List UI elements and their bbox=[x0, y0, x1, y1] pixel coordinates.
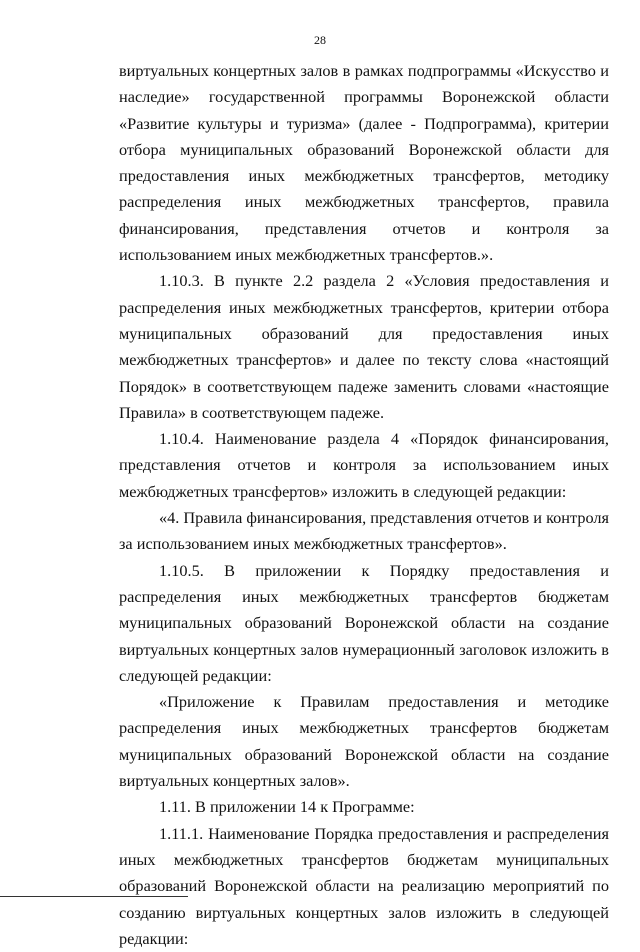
footnote-divider bbox=[0, 896, 188, 897]
document-body bbox=[119, 58, 609, 952]
page-number: 28 bbox=[314, 33, 326, 47]
paragraph-1-11-1: 1.11.1. Наименование Порядка предоставления и распределения иных межбюджетных трансфертов бюджетам муниципальных образований Воронежской области на реализацию мероприятий по созданию виртуальных концертных залов изложить в следующей редакции: bbox=[119, 823, 609, 948]
paragraph-1-10-3: 1.10.3. В пункте 2.2 раздела 2 «Условия предоставления и распределения иных межбюджетных трансфертов, критерии отбора муниципальных образований для предоставления иных межбюджетных трансфертов» и далее по тексту слова «настоящий Порядок» в соответствующем падеже заменить словами «настоящие Правила» в соответствующем падеже. bbox=[119, 271, 609, 422]
paragraph-continuation: виртуальных концертных залов в рамках подпрограммы «Искусство и наследие» государственной программы Воронежской области «Развитие культуры и туризма» (далее - Подпрограмма), критерии отбора муниципальных образований Воронежской области для предоставления иных межбюджетных трансфертов, методику распределения иных межбюджетных трансфертов, правила финансирования, представления отчетов и контроля за использованием иных межбюджетных трансфертов.». bbox=[119, 61, 609, 265]
paragraph-section-4-title: «4. Правила финансирования, представления отчетов и контроля за использованием иных межбюджетных трансфертов». bbox=[119, 508, 609, 554]
paragraph-1-10-4: 1.10.4. Наименование раздела 4 «Порядок финансирования, представления отчетов и контроля за использованием иных межбюджетных трансфертов» изложить в следующей редакции: bbox=[119, 429, 609, 501]
paragraph-1-10-5: 1.10.5. В приложении к Порядку предоставления и распределения иных межбюджетных трансфертов бюджетам муниципальных образований Воронежской области на создание виртуальных концертных залов нумерационный заголовок изложить в следующей редакции: bbox=[119, 560, 609, 685]
paragraph-appendix-title: «Приложение к Правилам предоставления и методике распределения иных межбюджетных трансфертов бюджетам муниципальных образований Воронежской области на создание виртуальных концертных залов». bbox=[119, 692, 609, 791]
paragraph-1-11: 1.11. В приложении 14 к Программе: bbox=[159, 797, 415, 817]
